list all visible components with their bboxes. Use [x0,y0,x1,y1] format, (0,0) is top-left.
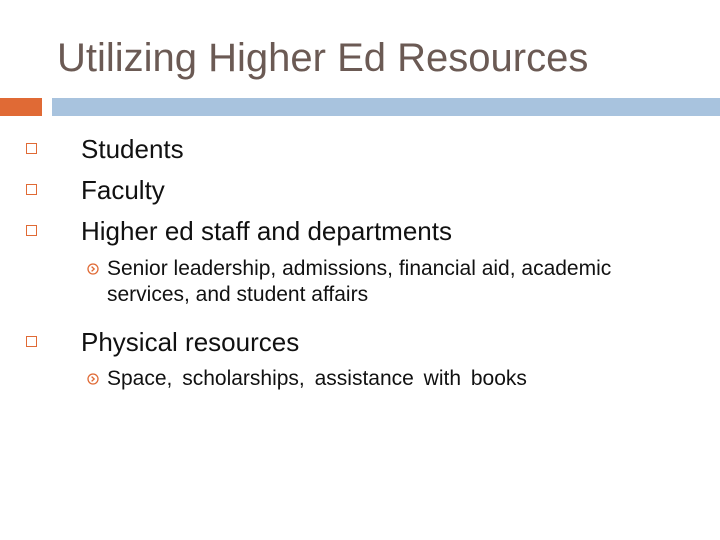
square-bullet-icon [26,184,37,195]
bullet-physical-resources: Physical resources [81,327,300,357]
circle-arrow-bullet-icon [87,373,99,385]
square-bullet-icon [26,143,37,154]
sub-bullet-departments [107,256,667,308]
bullet-higher-ed-staff: Higher ed staff and departments [81,216,452,246]
square-bullet-icon [26,225,37,236]
square-bullet-icon [26,336,37,347]
sub-bullet-departments-text: Senior leadership, admissions, financial aid, academic services, and student affairs [107,257,612,306]
slide-title: Utilizing Higher Ed Resources [57,36,589,80]
bullet-faculty: Faculty [81,175,165,205]
circle-arrow-bullet-icon [87,263,99,275]
bullet-students: Students [81,134,184,164]
sub-bullet-physical: Space, scholarships, assistance with books [107,367,527,390]
